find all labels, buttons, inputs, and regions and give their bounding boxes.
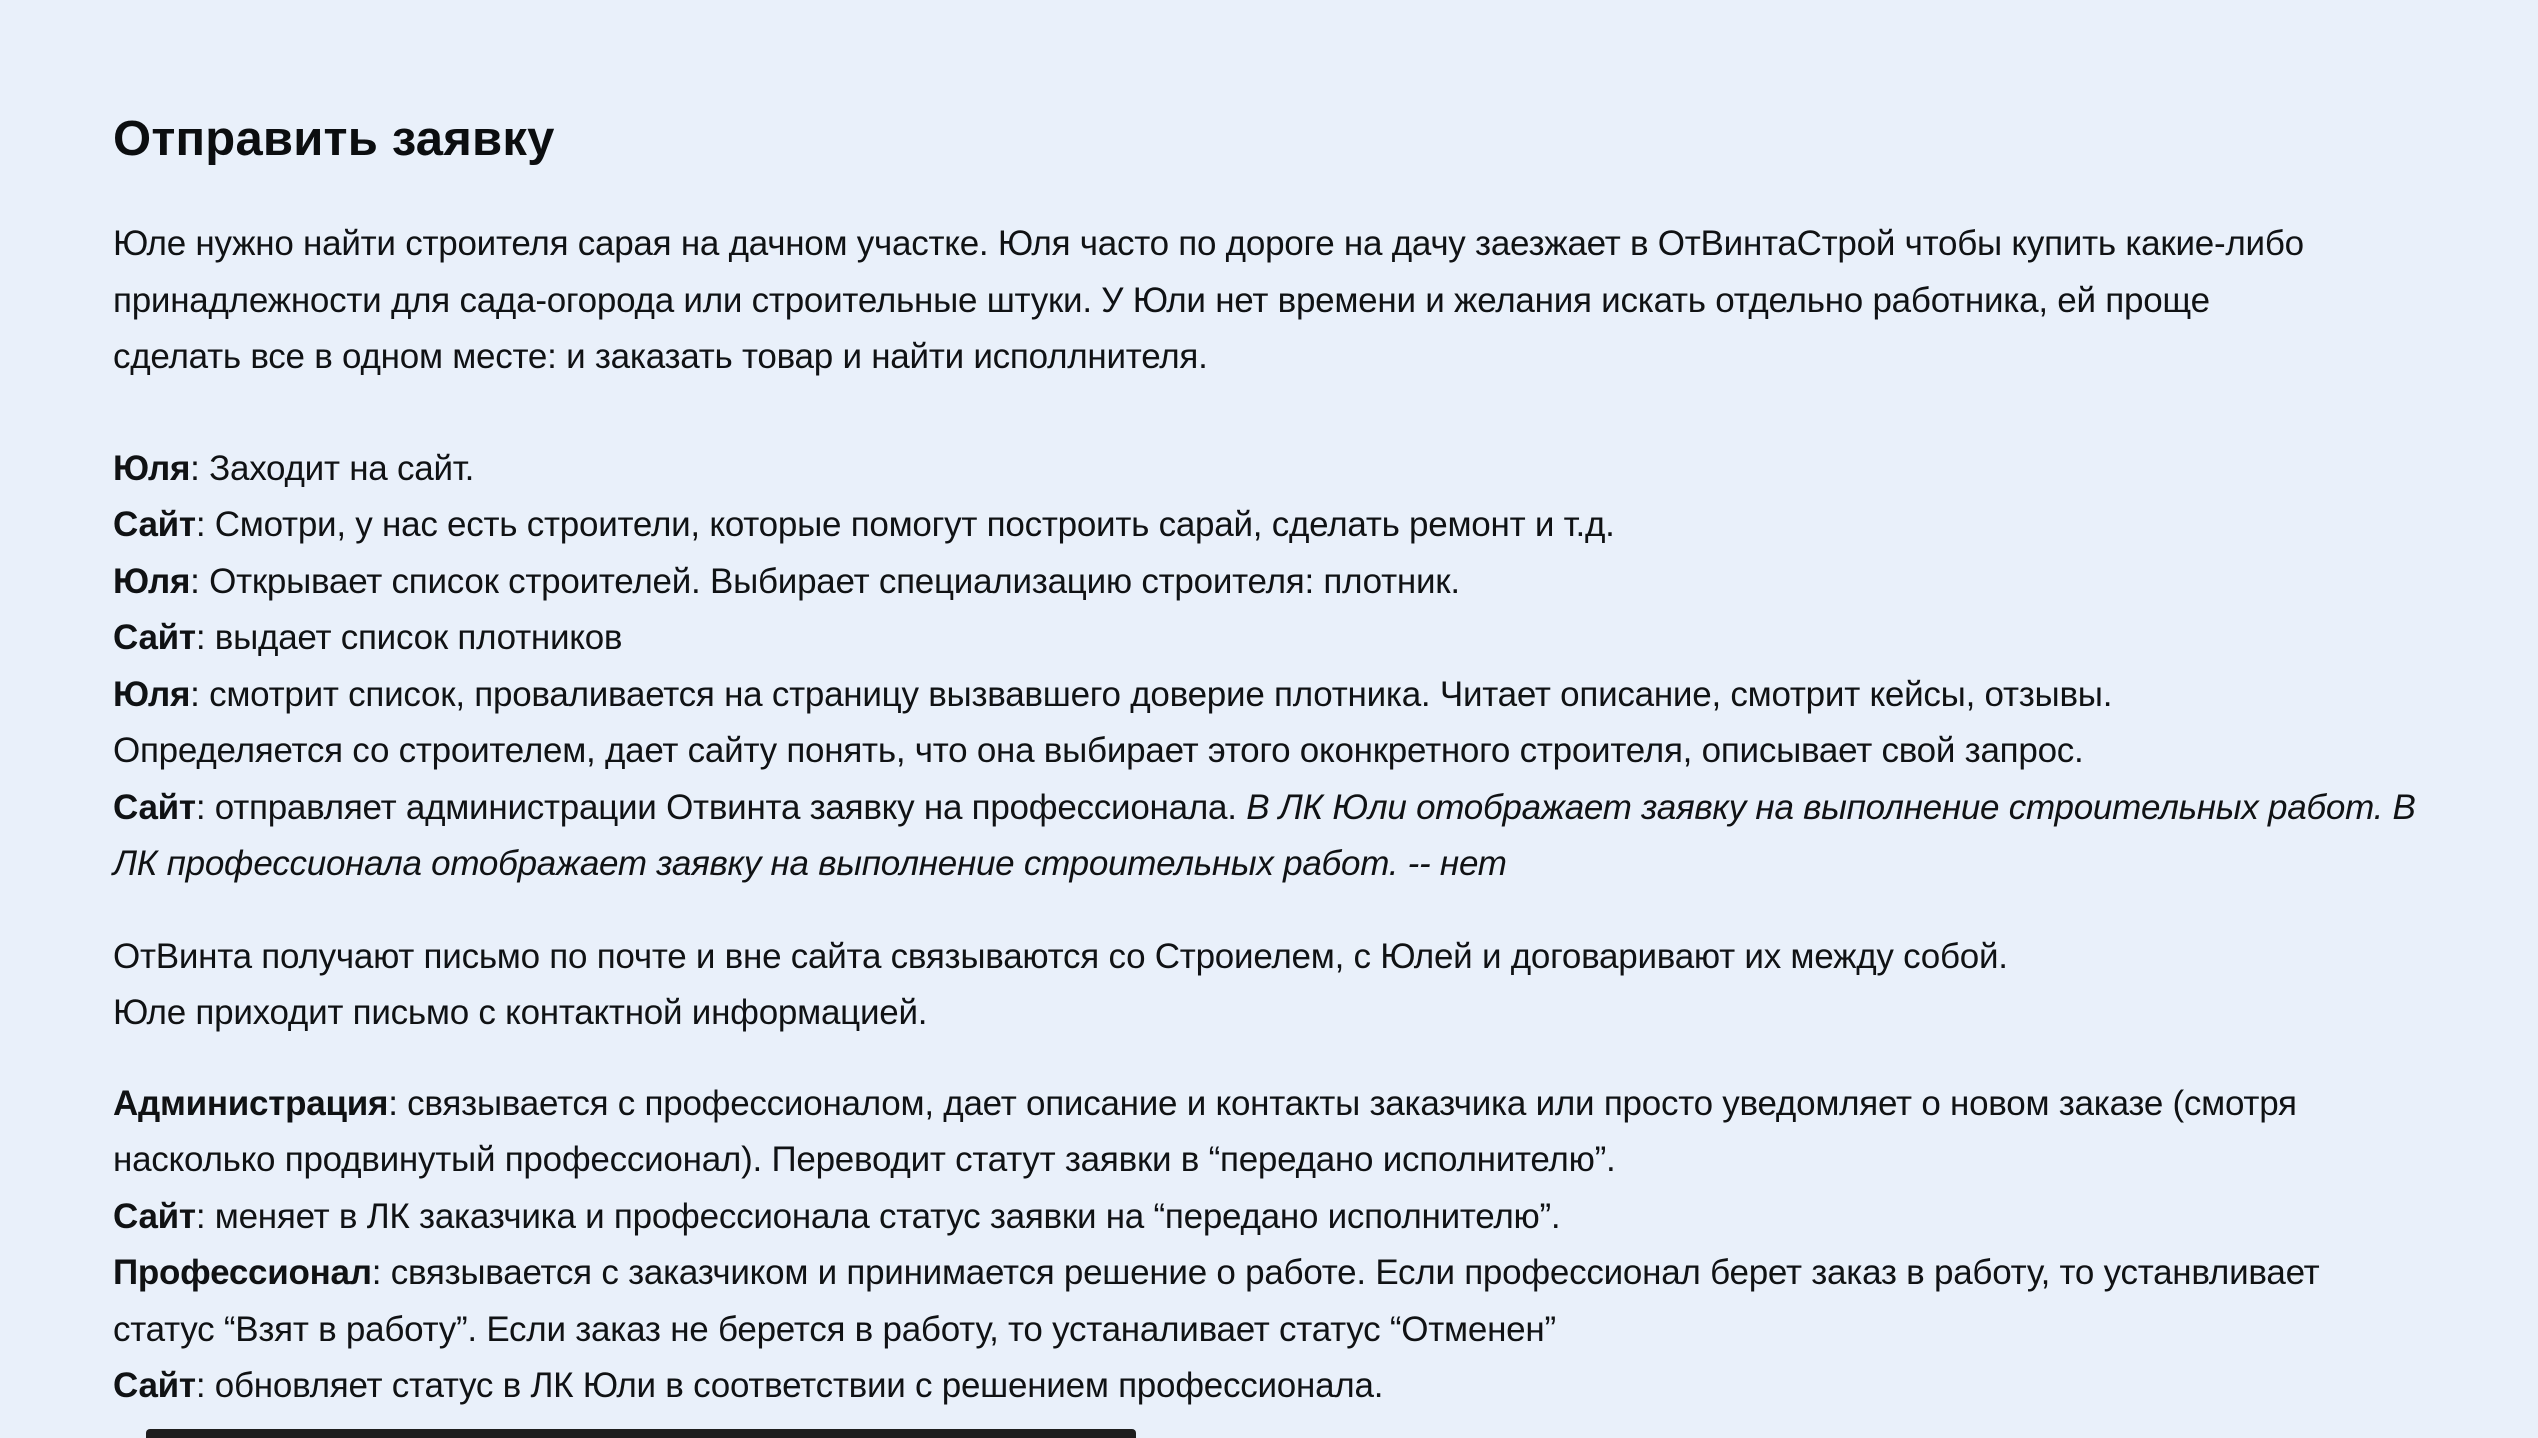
text-line: принадлежности для сада-огорода или строительные штуки. У Юли нет времени и желания искать отдельно работника, ей проще	[113, 280, 2210, 320]
text-line: Сайт: Смотри, у нас есть строители, которые помогут построить сарай, сделать ремонт и т.д.	[113, 505, 1615, 544]
text-line: насколько продвинутый профессионал). Переводит статут заявки в “передано исполнителю”.	[113, 1140, 1616, 1179]
page-title: Отправить заявку	[113, 112, 555, 166]
text-line: ОтВинта получают письмо по почте и вне сайта связываются со Строиелем, с Юлей и договаривают их между собой.	[113, 936, 2008, 976]
text-line: ЛК профессионала отображает заявку на выполнение строительных работ. -- нет	[113, 844, 1507, 883]
text-line: сделать все в одном месте: и заказать товар и найти исполлнителя.	[113, 337, 1208, 376]
paragraph-dialogue-scenario	[113, 441, 2428, 893]
text-line: Юле нужно найти строителя сарая на дачном участке. Юля часто по дороге на дачу заезжает в ОтВинтаСтрой чтобы купить какие-либо	[113, 224, 2304, 263]
paragraph-email-contact	[113, 929, 2428, 1042]
paragraph-intro	[113, 216, 2428, 386]
paragraph-status-resolution	[113, 1076, 2428, 1415]
horizontal-scrollbar-thumb[interactable]	[146, 1429, 1136, 1438]
text-line: Юля: Заходит на сайт.	[113, 448, 475, 488]
text-line: статус “Взят в работу”. Если заказ не берется в работу, то устаналивает статус “Отменен”	[113, 1309, 1556, 1349]
text-line: Сайт: отправляет администрации Отвинта заявку на профессионала. В ЛК Юли отображает заявку на выполнение строительных работ. В	[113, 787, 2416, 827]
text-line: Профессионал: связывается с заказчиком и принимается решение о работе. Если профессионал берет заказ в работу, то устанвливает	[113, 1253, 2320, 1292]
text-line: Юля: смотрит список, проваливается на страницу вызвавшего доверие плотника. Читает описание, смотрит кейсы, отзывы.	[113, 674, 2113, 714]
text-line: Юля: Открывает список строителей. Выбирает специализацию строителя: плотник.	[113, 561, 1460, 601]
text-line: Сайт: меняет в ЛК заказчика и профессионала статус заявки на “передано исполнителю”.	[113, 1196, 1561, 1236]
text-line: Администрация: связывается с профессионалом, дает описание и контакты заказчика или просто уведомляет о новом заказе (смотря	[113, 1083, 2297, 1123]
text-line: Сайт: обновляет статус в ЛК Юли в соответствии с решением профессионала.	[113, 1366, 1384, 1405]
text-line: Юле приходит письмо с контактной информацией.	[113, 993, 928, 1032]
text-line: Сайт: выдает список плотников	[113, 618, 623, 657]
text-line: Определяется со строителем, дает сайту понять, что она выбирает этого оконкретного строителя, описывает свой запрос.	[113, 731, 2084, 770]
